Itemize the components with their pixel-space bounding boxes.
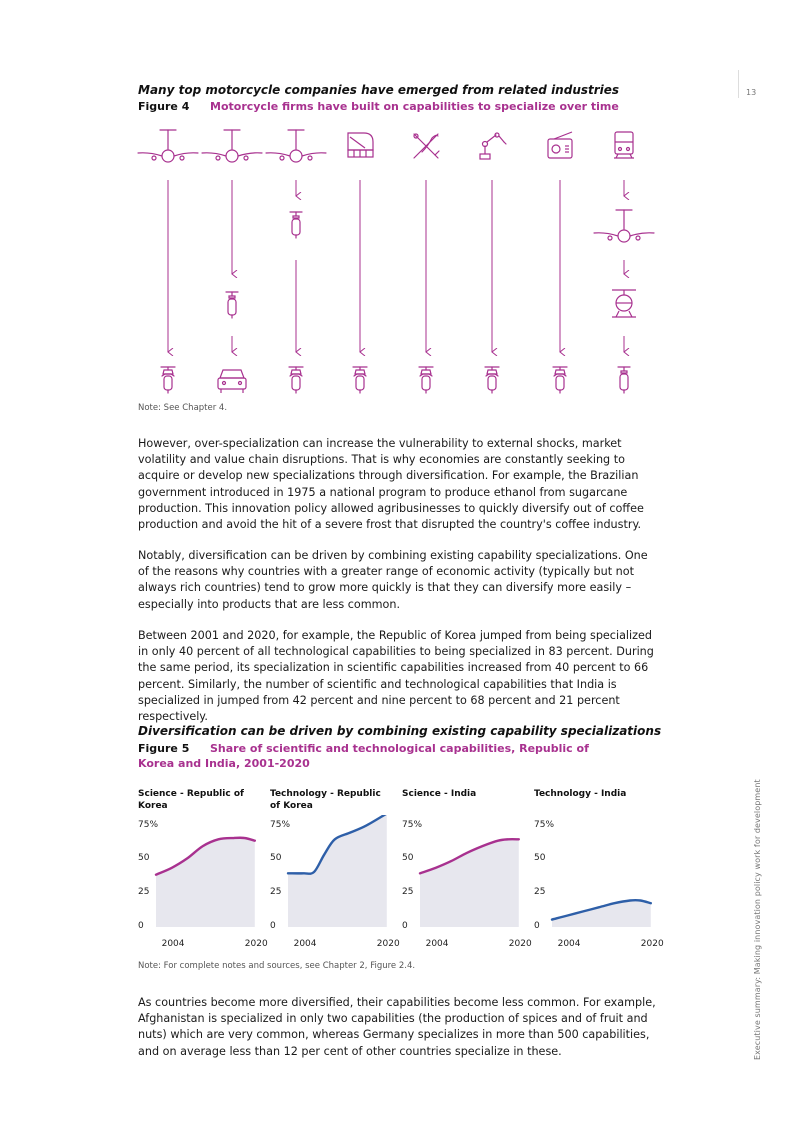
- figure5-number: Figure 5: [138, 742, 190, 755]
- figure4-column-4: [348, 133, 373, 393]
- figure4-column-8: [594, 132, 654, 393]
- y-tick-label: 75%: [138, 820, 159, 830]
- y-tick-label: 50: [534, 853, 546, 863]
- x-tick-label: 2004: [557, 939, 581, 949]
- area-fill: [156, 838, 255, 927]
- figure4-number: Figure 4: [138, 100, 190, 113]
- paragraph-3: Between 2001 and 2020, for example, the Republic of Korea jumped from being specialized in only 40 percent of all technological capabilities to being specialized in 83 percent. During the same period, its specialization in scientific capabilities increased from 40 percent to 66 percent. Similarly, the number of scientific and technological capabilities that India is specialized in jumped from 42 percent and nine percent to 68 percent and 21 percent respectively.: [138, 629, 654, 724]
- chart2-title: Technology - Republic of Korea: [270, 789, 381, 811]
- sewing-icon: [414, 134, 439, 158]
- paragraph-2: Notably, diversification can be driven by combining existing capability specializations. One of the reasons why countries with a greater range of economic activity (typically but not always rich countries) tend to grow more quickly is that they can diversify more easily – especially into products that are less common.: [138, 549, 648, 611]
- y-tick-label: 50: [270, 853, 282, 863]
- x-tick-label: 2004: [161, 939, 185, 949]
- y-tick-label: 25: [270, 887, 282, 897]
- y-tick-label: 0: [138, 921, 144, 931]
- page-rule: [738, 70, 739, 98]
- area-fill: [288, 815, 387, 927]
- y-tick-label: 25: [534, 887, 546, 897]
- paragraph-final: As countries become more diversified, their capabilities become less common. For example, Afghanistan is specialized in only two capabilities (the production of spices and of fruit and nuts) which are very common, whereas Germany specializes in more than 500 capabilities, and on average less than 12 per cent of other countries specialize in these.: [138, 996, 656, 1058]
- paragraph-1: However, over-specialization can increase the vulnerability to external shocks, market volatility and value chain disruptions. That is why economies are constantly seeking to acquire or develop new specializations through diversification. For example, the Brazilian government introduced in 1975 a national program to produce ethanol from sugarcane production. This innovation policy allowed agribusinesses to quickly diversify out of coffee production and avoid the hit of a severe frost that disrupted the country's coffee industry.: [138, 437, 644, 532]
- radio-icon: [548, 132, 572, 158]
- page-number: 13: [746, 88, 757, 97]
- motorcycle-icon: [419, 367, 433, 393]
- chart3-title: Science - India: [402, 789, 477, 799]
- figure4-title-row: [138, 100, 638, 113]
- chart-panel-1: [138, 820, 268, 949]
- y-tick-label: 25: [402, 887, 414, 897]
- figure5-heading: Diversification can be driven by combining existing capability specializations: [138, 724, 662, 738]
- y-tick-label: 75%: [402, 820, 423, 830]
- x-tick-label: 2020: [640, 939, 664, 949]
- train-icon: [614, 132, 634, 158]
- piano-icon: [348, 133, 373, 157]
- motorcycle-icon: [553, 367, 567, 393]
- figure4-column-6: [480, 133, 506, 393]
- chart4-title: Technology - India: [534, 789, 627, 799]
- y-tick-label: 75%: [534, 820, 555, 830]
- aircraft-icon: [266, 130, 326, 162]
- aircraft-icon: [202, 130, 262, 162]
- y-tick-label: 50: [138, 853, 150, 863]
- scooter-icon: [618, 367, 630, 393]
- x-tick-label: 2020: [244, 939, 268, 949]
- x-tick-label: 2004: [293, 939, 317, 949]
- y-tick-label: 75%: [270, 820, 291, 830]
- figure4-title: Motorcycle firms have built on capabilities to specialize over time: [210, 100, 619, 113]
- scooter-icon: [290, 212, 302, 238]
- figure4-column-5: [414, 134, 439, 393]
- figure4-note: Note: See Chapter 4.: [138, 403, 228, 413]
- y-tick-label: 25: [138, 887, 150, 897]
- figure4-column-7: [548, 132, 572, 393]
- car-icon: [218, 370, 246, 393]
- scooter-icon: [226, 292, 238, 318]
- helicopter-icon: [612, 290, 636, 317]
- figure5-title-row: [138, 741, 628, 771]
- figure5-charts: [130, 815, 670, 955]
- y-tick-label: 50: [402, 853, 414, 863]
- figure5-note: Note: For complete notes and sources, see Chapter 2, Figure 2.4.: [138, 961, 416, 971]
- robot-arm-icon: [480, 133, 506, 159]
- figure5-title: Share of scientific and technological capabilities, Republic of Korea and India, 2001-2020: [138, 742, 589, 770]
- x-tick-label: 2004: [425, 939, 449, 949]
- chart-panel-3: [402, 820, 532, 949]
- chart-panel-4: [534, 820, 664, 949]
- chart-panel-2: [270, 815, 400, 949]
- area-fill: [552, 900, 651, 927]
- motorcycle-icon: [485, 367, 499, 393]
- figure4-column-3: [266, 130, 326, 393]
- figure4-column-2: [202, 130, 262, 393]
- aircraft-icon: [594, 210, 654, 242]
- figure4-diagram: [130, 120, 670, 395]
- running-head: Executive summary: Making innovation policy work for development: [753, 779, 762, 1060]
- y-tick-label: 0: [402, 921, 408, 931]
- y-tick-label: 0: [270, 921, 276, 931]
- y-tick-label: 0: [534, 921, 540, 931]
- motorcycle-icon: [161, 367, 175, 393]
- figure4-column-1: [138, 130, 198, 393]
- chart1-title: Science - Republic of Korea: [138, 789, 244, 811]
- motorcycle-icon: [353, 367, 367, 393]
- x-tick-label: 2020: [508, 939, 532, 949]
- x-tick-label: 2020: [376, 939, 400, 949]
- aircraft-icon: [138, 130, 198, 162]
- figure4-heading: Many top motorcycle companies have emerged from related industries: [138, 83, 620, 97]
- motorcycle-icon: [289, 367, 303, 393]
